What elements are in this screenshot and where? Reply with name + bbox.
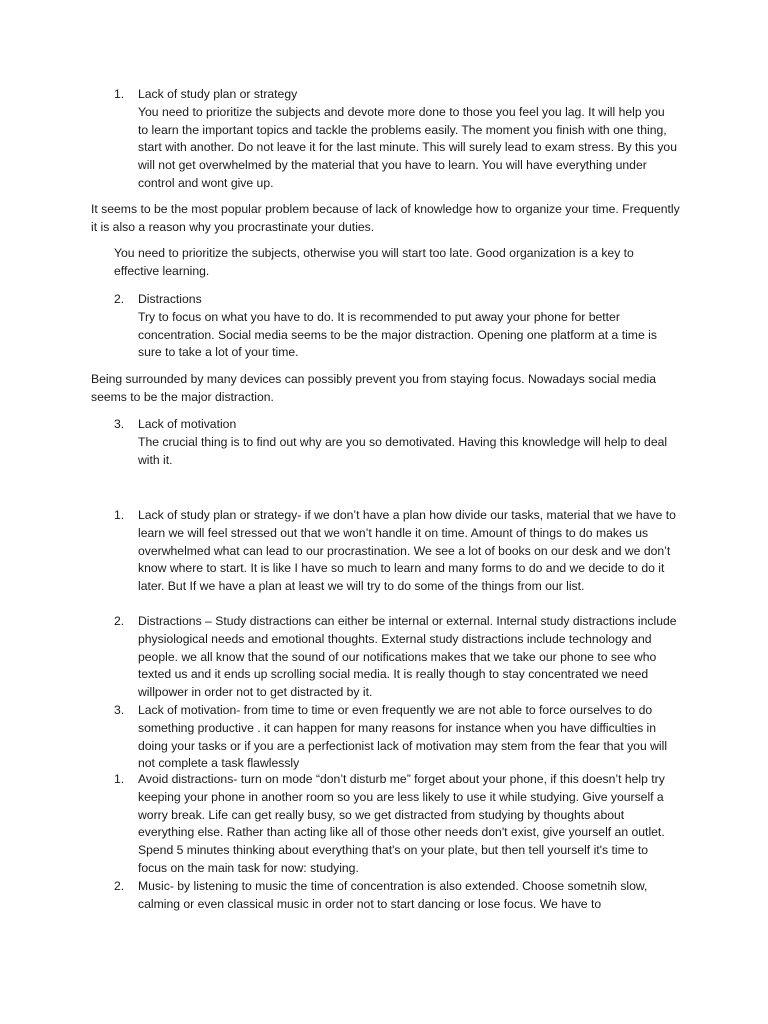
list-number: 1.	[114, 87, 125, 101]
list-number: 2.	[114, 292, 125, 306]
list-item-title: Lack of motivation	[138, 417, 237, 431]
list-item-body: Try to focus on what you have to do. It is recommended to put away your phone for better concentration. Social media seems to be the major distraction. Opening one platform at a time is sure to take a lot of your time.	[138, 309, 657, 360]
list-item-body: The crucial thing is to find out why are you so demotivated. Having this knowledge will help to deal with it.	[138, 434, 668, 467]
list-number: 3.	[114, 703, 125, 717]
list-item-text: Music- by listening to music the time of concentration is also extended. Choose sometnih slow, calming or even classical music in order not to start dancing or lose focus. We have to	[138, 879, 648, 911]
list-number: 3.	[114, 417, 125, 431]
list-item	[114, 771, 684, 878]
list-item-text: Lack of study plan or strategy- if we don’t have a plan how divide our tasks, material that we have to learn we will feel stressed out that we won’t handle it on time. Amount of things to do makes us overwhelmed what can lead to our procrastination. We see a lot of books on our desk and we don’t know where to start. It is like I have so much to learn and many forms to do and we decide to do it later. But If we have a plan at least we will try to do some of the things from our list.	[138, 508, 676, 594]
list-number: 1.	[114, 508, 125, 522]
list-item	[114, 507, 684, 596]
list-item-body: You need to prioritize the subjects and devote more done to those you feel you lag. It will help you to learn the important topics and tackle the problems easily. The moment you finish with one thing, start with another. Do not leave it for the last minute. This will surely lead to exam stress. By this you will not get overwhelmed by the material that you have to learn. You will have everything under control and wont give up.	[138, 104, 677, 190]
list-item-text: Distractions – Study distractions can either be internal or external. Internal study distractions include physiological needs and emotional thoughts. External study distractions include technology and people. we all know that the sound of our notifications makes that we take our phone to see who texted us and it ends up scrolling social media. It is really though to stay concentrated we need willpower in order not to get distracted by it.	[138, 614, 677, 700]
list-item-text: Avoid distractions- turn on mode “don’t disturb me” forget about your phone, if this doesn’t help try keeping your phone in another room so you are less likely to use it while studying. Give yourself a worry break. Life can get really busy, so we get distracted from studying by thoughts about everything else. Rather than acting like all of those other needs don't exist, give yourself an outlet. Spend 5 minutes thinking about everything that's on your plate, but then tell yourself it's time to focus on the main task for now: studying.	[138, 772, 665, 875]
paragraph-devices: Being surrounded by many devices can possibly prevent you from staying focus. Nowadays social media seems to be the major distraction.	[91, 372, 656, 404]
list-item	[114, 702, 684, 773]
list-number: 2.	[114, 614, 125, 628]
list-item-text: Lack of motivation- from time to time or even frequently we are not able to force ourselves to do something productive . it can happen for many reasons for instance when you have difficulties in doing your tasks or if you are a perfectionist lack of motivation may stem from the fear that you will not complete a task flawlessly	[138, 703, 668, 771]
list-item-distractions	[114, 291, 684, 362]
list-item-title: Lack of study plan or strategy	[138, 87, 298, 101]
list-number: 2.	[114, 879, 125, 893]
paragraph-popular-problem: It seems to be the most popular problem because of lack of knowledge how to organize your time. Frequently it is also a reason why you procrastinate your duties.	[91, 202, 680, 234]
list-item-study-plan	[114, 86, 684, 193]
list-item	[114, 613, 684, 702]
paragraph-prioritize: You need to prioritize the subjects, otherwise you will start too late. Good organization is a key to effective learning.	[114, 246, 634, 278]
list-item-title: Distractions	[138, 292, 202, 306]
list-number: 1.	[114, 772, 125, 786]
list-item	[114, 878, 684, 914]
list-item-motivation	[114, 416, 684, 469]
